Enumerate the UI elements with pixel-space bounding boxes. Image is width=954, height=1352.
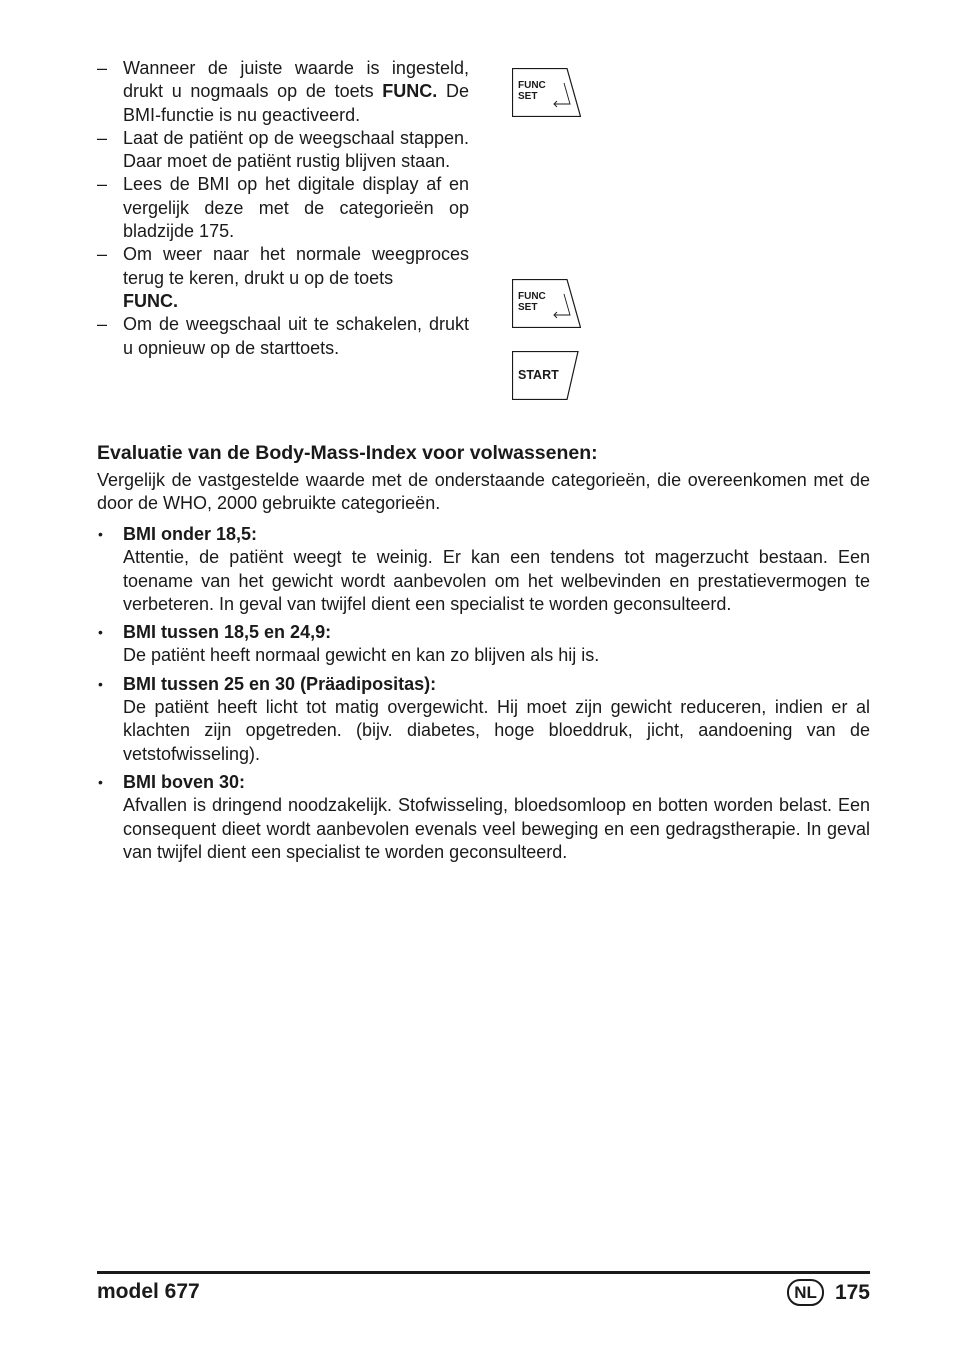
step-text: Om weer naar het normale weegproces terug te keren, drukt u op de toets FUNC. xyxy=(123,244,469,311)
bullet-dot: • xyxy=(98,773,103,790)
key-label-func: FUNC xyxy=(518,80,546,91)
instruction-step xyxy=(97,173,469,243)
step-dash: – xyxy=(97,58,108,78)
bmi-category-item xyxy=(97,673,870,766)
bmi-category-text: Attentie, de patiënt weegt te weinig. Er kan een tendens tot magerzucht bestaan. Een toename van het gewicht wordt aanbevolen om het welbevinden en prestatievermogen te verbeteren. In geval van twijfel dient een specialist te worden geconsulteerd. xyxy=(123,547,870,614)
key-label-start: START xyxy=(518,368,559,382)
step-dash: – xyxy=(97,174,108,195)
instruction-step xyxy=(97,57,469,127)
bmi-category-item xyxy=(97,621,870,668)
key-label-set: SET xyxy=(518,302,538,313)
footer-divider xyxy=(97,1271,870,1274)
section-intro: Vergelijk de vastgestelde waarde met de onderstaande categorieën, die overeenkomen met de door de WHO, 2000 gebruikte categorieën. xyxy=(97,470,870,513)
bmi-category-text: De patiënt heeft licht tot matig overgewicht. Hij moet zijn gewicht reduceren, indien er al klachten zijn opgetreden. (bijv. diabetes, hoge bloeddruk, jicht, aandoening van de vetstofwisseling). xyxy=(123,697,870,764)
step-text: Wanneer de juiste waarde is ingesteld, drukt u nogmaals op de toets FUNC. De BMI-functie is nu geactiveerd. xyxy=(123,58,469,125)
instruction-step xyxy=(97,243,469,313)
func-set-key-icon xyxy=(512,68,581,117)
bmi-category-title: BMI tussen 18,5 en 24,9: xyxy=(123,622,332,643)
section-heading: Evaluatie van de Body-Mass-Index voor volwassenen: xyxy=(97,442,598,464)
bullet-dot: • xyxy=(98,624,103,641)
bmi-evaluation-section xyxy=(97,441,870,869)
bmi-category-text: De patiënt heeft normaal gewicht en kan zo blijven als hij is. xyxy=(123,645,600,666)
func-set-key-icon xyxy=(512,279,581,328)
instruction-step xyxy=(97,127,469,174)
bmi-category-title: BMI tussen 25 en 30 (Präadipositas): xyxy=(123,673,437,694)
bmi-category-text: Afvallen is dringend noodzakelijk. Stofwisseling, bloedsomloop en botten worden belast. Een consequent dieet wordt aanbevolen evenals veel beweging en een gedragstherapie. In geval van twijfel dient een specialist te worden geconsulteerd. xyxy=(123,795,870,862)
instruction-steps xyxy=(97,57,469,360)
key-label-set: SET xyxy=(518,91,538,102)
bmi-category-item xyxy=(97,771,870,864)
step-dash: – xyxy=(97,127,108,148)
bmi-category-title: BMI onder 18,5: xyxy=(123,524,258,544)
instruction-step xyxy=(97,313,469,360)
footer-right xyxy=(787,1279,870,1306)
step-dash: – xyxy=(97,314,108,335)
page-number: 175 xyxy=(834,1280,870,1304)
bmi-category-title: BMI boven 30: xyxy=(123,771,246,792)
bmi-category-item xyxy=(97,523,870,616)
bullet-dot: • xyxy=(98,675,103,692)
key-label-func: FUNC xyxy=(518,291,546,302)
language-badge: NL xyxy=(787,1279,824,1306)
start-key-icon xyxy=(512,351,579,400)
bullet-dot: • xyxy=(98,526,103,542)
step-text: Lees de BMI op het digitale display af en vergelijk deze met de categorieën op bladzijde 175. xyxy=(123,174,469,242)
step-text: Om de weegschaal uit te schakelen, drukt u opnieuw op de starttoets. xyxy=(123,314,469,358)
footer-model-name: model 677 xyxy=(97,1280,200,1303)
step-dash: – xyxy=(97,244,108,265)
step-text: Laat de patiënt op de weegschaal stappen. Daar moet de patiënt rustig blijven staan. xyxy=(123,127,469,172)
